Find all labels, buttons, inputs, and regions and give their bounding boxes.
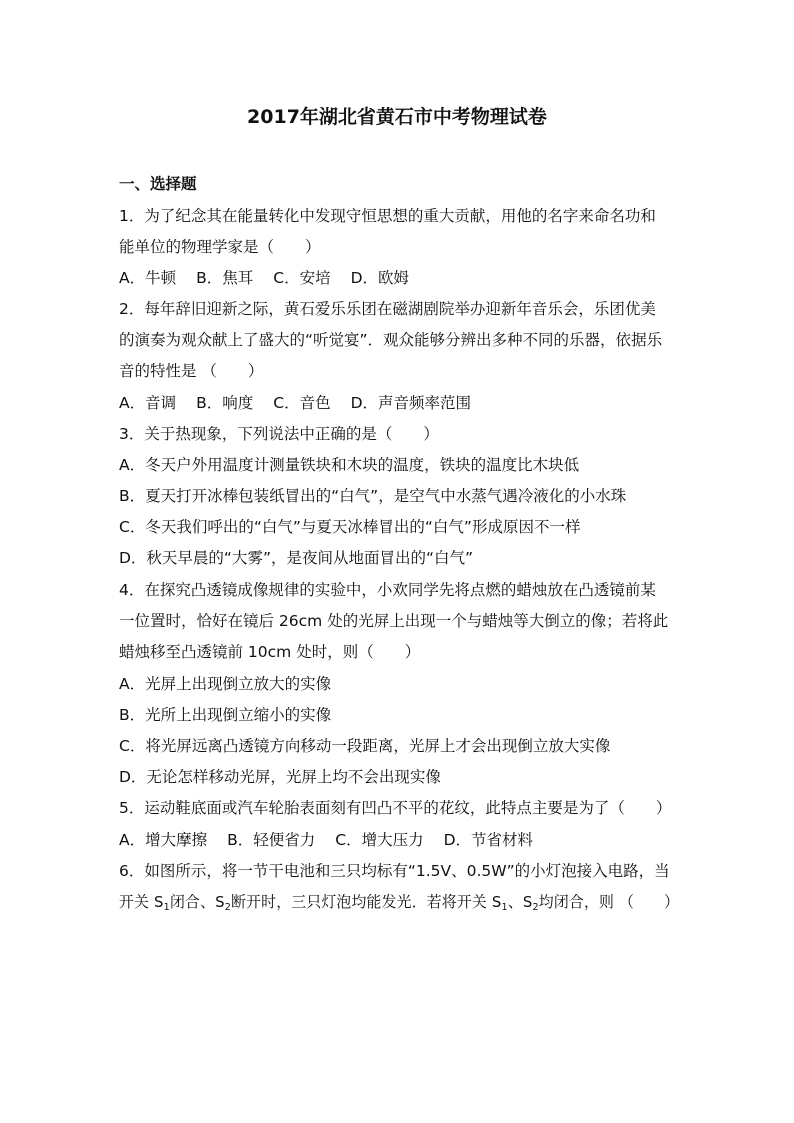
question-6-line-2: 开关 $S_1$闭合、$S_2$断开时，三只灯泡均能发光．若将开关 $S_1$、$S_2$均闭合，则 （ ） bbox=[119, 893, 680, 913]
question-3-stem: 3．关于热现象，下列说法中正确的是（ ） bbox=[119, 425, 439, 443]
option-a: A．音调 bbox=[119, 394, 177, 412]
exam-title: 2017年湖北省黄石市中考物理试卷 bbox=[247, 106, 547, 128]
question-6-line-1: 6．如图所示，将一节干电池和三只均标有“1.5V、0.5W”的小灯泡接入电路，当 bbox=[119, 862, 670, 880]
question-4-line-3: 蜡烛移至凸透镜前 10cm 处时，则（ ） bbox=[119, 643, 421, 661]
question-3-option-d: D．秋天早晨的“大雾”，是夜间从地面冒出的“白气” bbox=[119, 549, 474, 567]
question-2-line-1: 2．每年辞旧迎新之际，黄石爱乐乐团在磁湖剧院举办迎新年音乐会，乐团优美 bbox=[119, 300, 656, 318]
option-d: D．声音频率范围 bbox=[350, 394, 472, 412]
option-d: D．欧姆 bbox=[350, 269, 410, 287]
question-2-line-3: 音的特性是 （ ） bbox=[119, 362, 264, 380]
question-1-line-1: 1．为了纪念其在能量转化中发现守恒思想的重大贡献，用他的名字来命名功和 bbox=[119, 207, 656, 225]
question-5-options bbox=[119, 830, 679, 850]
question-4-option-d: D．无论怎样移动光屏，光屏上均不会出现实像 bbox=[119, 768, 441, 786]
option-d: D．节省材料 bbox=[443, 831, 534, 849]
question-4-line-2: 一位置时，恰好在镜后 26cm 处的光屏上出现一个与蜡烛等大倒立的像；若将此 bbox=[119, 612, 669, 630]
option-b: B．轻便省力 bbox=[227, 831, 316, 849]
question-2-options bbox=[119, 393, 679, 413]
option-b: B．焦耳 bbox=[196, 269, 254, 287]
question-4-option-b: B．光所上出现倒立缩小的实像 bbox=[119, 706, 332, 724]
question-5-stem: 5．运动鞋底面或汽车轮胎表面刻有凹凸不平的花纹，此特点主要是为了（ ） bbox=[119, 799, 672, 817]
question-4-line-1: 4．在探究凸透镜成像规律的实验中，小欢同学先将点燃的蜡烛放在凸透镜前某 bbox=[119, 581, 656, 599]
question-4-option-c: C．将光屏远离凸透镜方向移动一段距离，光屏上才会出现倒立放大实像 bbox=[119, 737, 611, 755]
option-c: C．安培 bbox=[273, 269, 331, 287]
section-heading: 一、选择题 bbox=[119, 175, 197, 193]
option-b: B．响度 bbox=[196, 394, 254, 412]
question-2-line-2: 的演奏为观众献上了盛大的“听觉宴”．观众能够分辨出多种不同的乐器，依据乐 bbox=[119, 331, 663, 349]
question-3-option-c: C．冬天我们呼出的“白气”与夏天冰棒冒出的“白气”形成原因不一样 bbox=[119, 518, 581, 536]
option-c: C．音色 bbox=[273, 394, 331, 412]
option-c: C．增大压力 bbox=[335, 831, 424, 849]
option-a: A．增大摩擦 bbox=[119, 831, 208, 849]
question-1-options bbox=[119, 268, 679, 288]
question-1-line-2: 能单位的物理学家是（ ） bbox=[119, 238, 321, 256]
question-4-option-a: A．光屏上出现倒立放大的实像 bbox=[119, 675, 332, 693]
question-3-option-a: A．冬天户外用温度计测量铁块和木块的温度，铁块的温度比木块低 bbox=[119, 456, 580, 474]
question-3-option-b: B．夏天打开冰棒包装纸冒出的“白气”，是空气中水蒸气遇冷液化的小水珠 bbox=[119, 487, 627, 505]
option-a: A．牛顿 bbox=[119, 269, 177, 287]
